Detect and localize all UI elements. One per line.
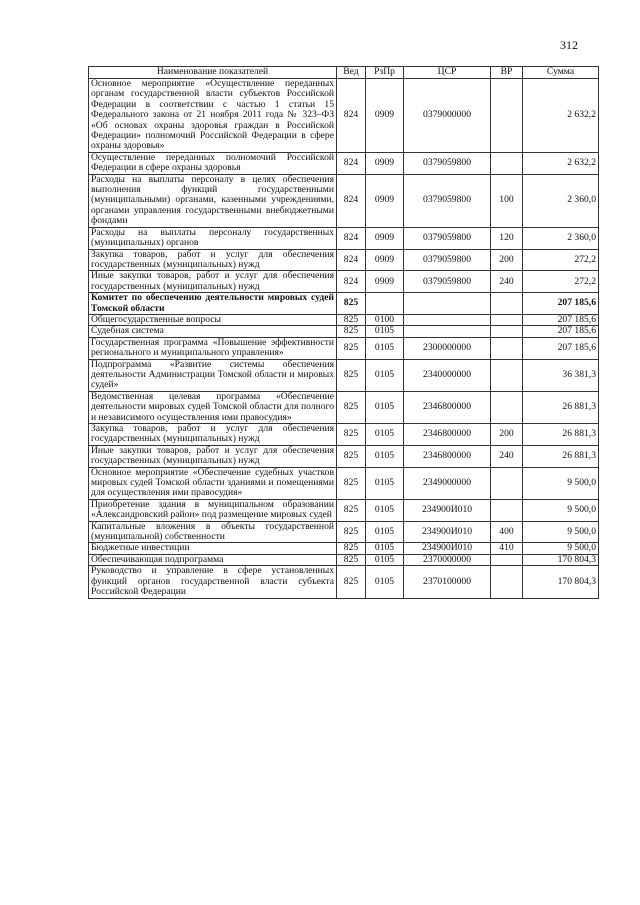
row-name-cell: Приобретение здания в муниципальном образовании «Александровский район» под размещение мировых судей xyxy=(89,499,337,521)
row-ved-cell: 825 xyxy=(337,445,366,467)
row-ved-cell: 824 xyxy=(337,152,366,174)
row-vr-cell: 240 xyxy=(491,271,523,293)
row-vr-cell xyxy=(491,391,523,423)
row-ved-cell: 825 xyxy=(337,314,366,325)
row-rzpr-cell xyxy=(366,293,404,315)
row-sum-cell: 26 881,3 xyxy=(523,445,599,467)
row-sum-cell: 9 500,0 xyxy=(523,467,599,499)
row-csr-cell: 0379059800 xyxy=(404,249,491,271)
table-row xyxy=(89,314,599,325)
row-ved-cell: 825 xyxy=(337,566,366,598)
row-csr-cell xyxy=(404,326,491,337)
row-rzpr-cell: 0105 xyxy=(366,445,404,467)
row-name-cell: Бюджетные инвестиции xyxy=(89,543,337,554)
row-csr-cell: 2340000000 xyxy=(404,359,491,391)
row-rzpr-cell: 0909 xyxy=(366,249,404,271)
table-row xyxy=(89,566,599,598)
column-header-sum: Сумма xyxy=(523,67,599,79)
row-ved-cell: 824 xyxy=(337,227,366,249)
row-vr-cell: 410 xyxy=(491,543,523,554)
row-vr-cell: 200 xyxy=(491,424,523,446)
row-name-cell: Расходы на выплаты персоналу в целях обеспечения выполнения функций государственными (муниципальными) органами, казенными учреждениями, органами управления государственными внебюджетными фондами xyxy=(89,174,337,227)
row-sum-cell: 26 881,3 xyxy=(523,391,599,423)
row-rzpr-cell: 0105 xyxy=(366,566,404,598)
row-name-cell: Судебная система xyxy=(89,326,337,337)
row-name-cell: Общегосударственные вопросы xyxy=(89,314,337,325)
row-sum-cell: 207 185,6 xyxy=(523,337,599,359)
column-header-vr: ВР xyxy=(491,67,523,79)
column-header-csr: ЦСР xyxy=(404,67,491,79)
table-row xyxy=(89,271,599,293)
row-name-cell: Капитальные вложения в объекты государственной (муниципальной) собственности xyxy=(89,521,337,543)
row-ved-cell: 825 xyxy=(337,521,366,543)
row-vr-cell xyxy=(491,359,523,391)
row-name-cell: Государственная программа «Повышение эффективности регионального и муниципального управления» xyxy=(89,337,337,359)
row-ved-cell: 825 xyxy=(337,499,366,521)
row-sum-cell: 2 360,0 xyxy=(523,174,599,227)
row-rzpr-cell: 0105 xyxy=(366,467,404,499)
row-sum-cell: 2 632,2 xyxy=(523,79,599,153)
row-csr-cell: 2346800000 xyxy=(404,445,491,467)
row-csr-cell: 0379059800 xyxy=(404,174,491,227)
row-ved-cell: 825 xyxy=(337,293,366,315)
row-csr-cell xyxy=(404,293,491,315)
row-csr-cell: 234900И010 xyxy=(404,499,491,521)
row-name-cell: Расходы на выплаты персоналу государственных (муниципальных) органов xyxy=(89,227,337,249)
row-sum-cell: 170 804,3 xyxy=(523,566,599,598)
table-row xyxy=(89,424,599,446)
table-row xyxy=(89,359,599,391)
table-row xyxy=(89,326,599,337)
row-sum-cell: 26 881,3 xyxy=(523,424,599,446)
row-rzpr-cell: 0105 xyxy=(366,521,404,543)
row-csr-cell: 0379059800 xyxy=(404,271,491,293)
row-ved-cell: 824 xyxy=(337,174,366,227)
row-ved-cell: 825 xyxy=(337,554,366,565)
table-row xyxy=(89,79,599,153)
row-sum-cell: 36 381,3 xyxy=(523,359,599,391)
row-name-cell: Основное мероприятие «Осуществление переданных органам государственной власти субъектов Российской Федерации в соответствии с частью 1 статьи 15 Федерального закона от 21 ноября 2011 года № 323–ФЗ «Об основах охраны здоровья граждан в Российской Федерации» полномочий Российской Федерации в сфере охраны здоровья» xyxy=(89,79,337,153)
table-row xyxy=(89,337,599,359)
table-body xyxy=(89,79,599,599)
row-csr-cell: 2370100000 xyxy=(404,566,491,598)
row-rzpr-cell: 0105 xyxy=(366,359,404,391)
row-rzpr-cell: 0105 xyxy=(366,499,404,521)
table-row xyxy=(89,174,599,227)
row-vr-cell: 200 xyxy=(491,249,523,271)
row-csr-cell: 2346800000 xyxy=(404,391,491,423)
row-rzpr-cell: 0909 xyxy=(366,271,404,293)
page-number: 312 xyxy=(560,38,578,52)
row-rzpr-cell: 0105 xyxy=(366,424,404,446)
table-row xyxy=(89,499,599,521)
table-row xyxy=(89,521,599,543)
row-rzpr-cell: 0105 xyxy=(366,337,404,359)
row-csr-cell xyxy=(404,314,491,325)
row-csr-cell: 2300000000 xyxy=(404,337,491,359)
row-vr-cell xyxy=(491,326,523,337)
table-row xyxy=(89,249,599,271)
row-vr-cell: 120 xyxy=(491,227,523,249)
table-header-row xyxy=(89,67,599,79)
row-sum-cell: 9 500,0 xyxy=(523,499,599,521)
row-sum-cell: 272,2 xyxy=(523,249,599,271)
row-name-cell: Закупка товаров, работ и услуг для обеспечения государственных (муниципальных) нужд xyxy=(89,424,337,446)
row-csr-cell: 0379059800 xyxy=(404,227,491,249)
table-row xyxy=(89,152,599,174)
row-sum-cell: 2 360,0 xyxy=(523,227,599,249)
row-name-cell: Осуществление переданных полномочий Российской Федерации в сфере охраны здоровья xyxy=(89,152,337,174)
row-name-cell: Иные закупки товаров, работ и услуг для обеспечения государственных (муниципальных) нужд xyxy=(89,271,337,293)
row-sum-cell: 9 500,0 xyxy=(523,543,599,554)
row-rzpr-cell: 0909 xyxy=(366,227,404,249)
table-row xyxy=(89,543,599,554)
row-name-cell: Основное мероприятие «Обеспечение судебных участков мировых судей Томской области зданиями и помещениями для осуществления ими правосудия» xyxy=(89,467,337,499)
row-sum-cell: 9 500,0 xyxy=(523,521,599,543)
row-rzpr-cell: 0105 xyxy=(366,543,404,554)
row-vr-cell xyxy=(491,499,523,521)
row-rzpr-cell: 0105 xyxy=(366,391,404,423)
row-csr-cell: 234900И010 xyxy=(404,543,491,554)
row-csr-cell: 2346800000 xyxy=(404,424,491,446)
row-sum-cell: 207 185,6 xyxy=(523,293,599,315)
table-row xyxy=(89,554,599,565)
row-rzpr-cell: 0105 xyxy=(366,554,404,565)
row-vr-cell xyxy=(491,337,523,359)
row-csr-cell: 2349000000 xyxy=(404,467,491,499)
row-ved-cell: 825 xyxy=(337,467,366,499)
row-sum-cell: 170 804,3 xyxy=(523,554,599,565)
column-header-ved: Вед xyxy=(337,67,366,79)
column-header-rzpr: РзПр xyxy=(366,67,404,79)
row-csr-cell: 0379000000 xyxy=(404,79,491,153)
row-sum-cell: 207 185,6 xyxy=(523,314,599,325)
row-rzpr-cell: 0909 xyxy=(366,152,404,174)
row-name-cell: Иные закупки товаров, работ и услуг для обеспечения государственных (муниципальных) нужд xyxy=(89,445,337,467)
row-ved-cell: 825 xyxy=(337,391,366,423)
table-row xyxy=(89,293,599,315)
column-header-name: Наименование показателей xyxy=(89,67,337,79)
row-ved-cell: 825 xyxy=(337,424,366,446)
row-vr-cell xyxy=(491,79,523,153)
row-ved-cell: 825 xyxy=(337,543,366,554)
row-vr-cell: 240 xyxy=(491,445,523,467)
table-row xyxy=(89,227,599,249)
row-name-cell: Ведомственная целевая программа «Обеспечение деятельности мировых судей Томской области для полного и независимого осуществления ими правосудия» xyxy=(89,391,337,423)
row-sum-cell: 272,2 xyxy=(523,271,599,293)
row-vr-cell xyxy=(491,554,523,565)
row-name-cell: Комитет по обеспечению деятельности мировых судей Томской области xyxy=(89,293,337,315)
row-name-cell: Закупка товаров, работ и услуг для обеспечения государственных (муниципальных) нужд xyxy=(89,249,337,271)
row-ved-cell: 825 xyxy=(337,359,366,391)
row-csr-cell: 234900И010 xyxy=(404,521,491,543)
row-ved-cell: 825 xyxy=(337,337,366,359)
row-sum-cell: 2 632,2 xyxy=(523,152,599,174)
row-name-cell: Руководство и управление в сфере установленных функций органов государственной власти субъекта Российской Федерации xyxy=(89,566,337,598)
row-rzpr-cell: 0100 xyxy=(366,314,404,325)
row-vr-cell xyxy=(491,152,523,174)
row-vr-cell: 400 xyxy=(491,521,523,543)
row-ved-cell: 825 xyxy=(337,326,366,337)
row-ved-cell: 824 xyxy=(337,271,366,293)
table-row xyxy=(89,391,599,423)
row-sum-cell: 207 185,6 xyxy=(523,326,599,337)
row-vr-cell xyxy=(491,314,523,325)
row-vr-cell: 100 xyxy=(491,174,523,227)
table-row xyxy=(89,445,599,467)
table-row xyxy=(89,467,599,499)
row-name-cell: Подпрограмма «Развитие системы обеспечения деятельности Администрации Томской области и мировых судей» xyxy=(89,359,337,391)
row-name-cell: Обеспечивающая подпрограмма xyxy=(89,554,337,565)
row-rzpr-cell: 0909 xyxy=(366,174,404,227)
row-vr-cell xyxy=(491,467,523,499)
row-ved-cell: 824 xyxy=(337,79,366,153)
row-csr-cell: 0379059800 xyxy=(404,152,491,174)
row-vr-cell xyxy=(491,293,523,315)
budget-table xyxy=(88,66,599,599)
row-rzpr-cell: 0909 xyxy=(366,79,404,153)
row-csr-cell: 2370000000 xyxy=(404,554,491,565)
row-ved-cell: 824 xyxy=(337,249,366,271)
row-vr-cell xyxy=(491,566,523,598)
row-rzpr-cell: 0105 xyxy=(366,326,404,337)
